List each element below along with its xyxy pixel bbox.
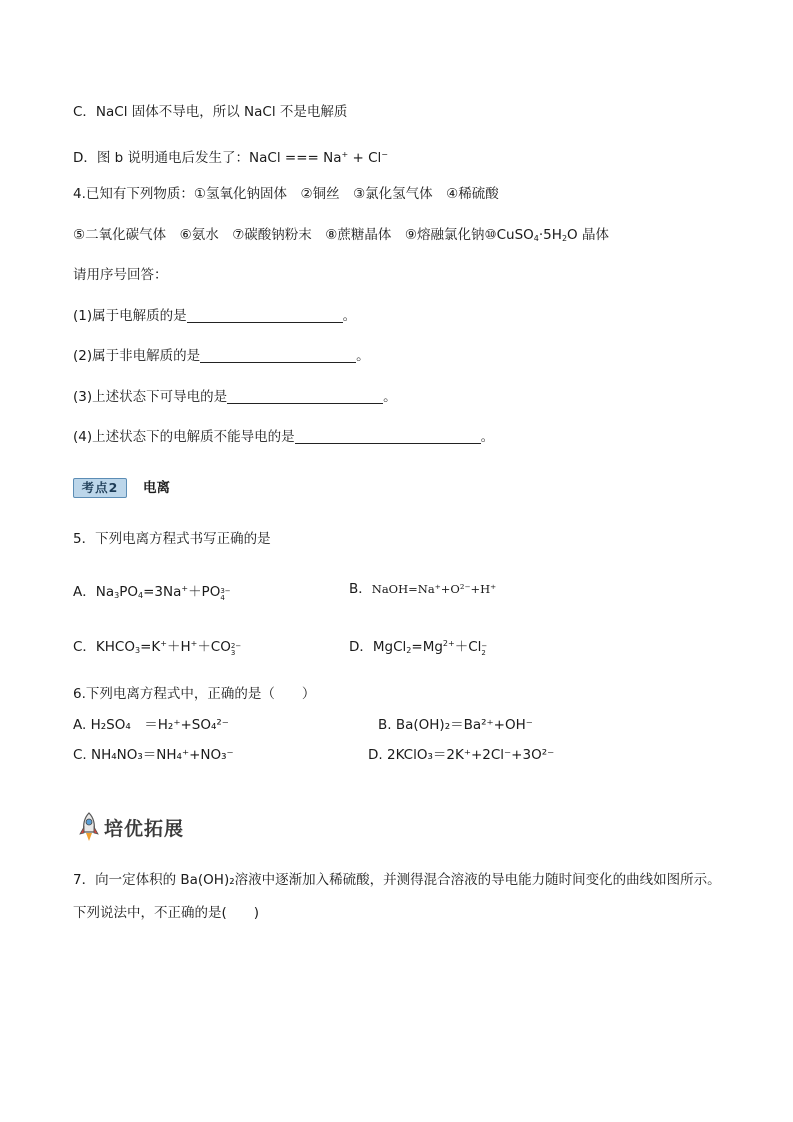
q5-d-stack-top: −	[481, 642, 488, 650]
q5-d-1: D．MgCl	[349, 639, 407, 655]
q5-c-stack-top: 2−	[230, 642, 242, 650]
q5-d-2: =Mg	[411, 639, 443, 655]
q4-list-2c: O 晶体	[567, 227, 609, 243]
q4-sub3-period: 。	[383, 389, 397, 405]
q5-d-sub2: 2	[406, 646, 412, 655]
q3-d-minus: −	[381, 150, 388, 159]
brand-title: 培优拓展	[104, 817, 185, 840]
q4-sub4-period: 。	[480, 429, 495, 445]
q5-c-stack	[231, 643, 241, 657]
q4-sub4-label: (4)上述状态下的电解质不能导电的是	[73, 429, 295, 445]
q5-d-3: ＋Cl	[454, 639, 482, 655]
q6-option-c: C. NH₄NO₃＝NH₄⁺+NO₃⁻	[73, 747, 234, 763]
q5-d-sup: 2+	[442, 639, 455, 648]
q6-option-b: B. Ba(OH)₂＝Ba²⁺+OH⁻	[378, 717, 533, 733]
q4-list-2a: ⑤二氧化碳气体 ⑥氨水 ⑦碳酸钠粉末 ⑧蔗糖晶体 ⑨熔融氯化钠⑩CuSO	[73, 227, 534, 243]
brand-header	[78, 812, 184, 842]
q6-option-d: D. 2KClO₃＝2K⁺+2Cl⁻+3O²⁻	[368, 747, 555, 763]
q5-a-stack-bot: 4	[220, 594, 225, 602]
q5-a-3: =3Na	[143, 584, 182, 600]
q5-d-stack	[481, 643, 487, 657]
q5-d-stack-bot: 2	[481, 649, 486, 657]
q4-sub1-label: (1)属于电解质的是	[73, 308, 187, 324]
q4-list-2-sub4: 4	[533, 234, 539, 243]
q5-a-2: PO	[119, 584, 138, 600]
q4-sub3	[73, 388, 397, 406]
q5-c-2: =K	[140, 639, 161, 655]
q5-c-sub3: 3	[134, 646, 141, 655]
q7-line-1: 7．向一定体积的 Ba(OH)₂溶液中逐渐加入稀硫酸，并测得混合溶液的导电能力随时间变化的曲线如图所示。	[73, 872, 721, 888]
q7-line-2: 下列说法中，不正确的是( )	[73, 905, 260, 921]
answer-blank-3[interactable]	[227, 389, 383, 404]
q5-c-stack-bot: 3	[230, 649, 236, 657]
q5-b-text: NaOH=Na⁺+O²⁻+H⁺	[371, 582, 497, 596]
q3-d-mid: + Cl	[348, 150, 382, 166]
q4-list-2-sub2: 2	[561, 234, 568, 243]
q5-stem: 5．下列电离方程式书写正确的是	[73, 531, 271, 547]
q5-c-4: ＋CO	[197, 639, 231, 655]
q4-sub1	[73, 307, 356, 325]
answer-blank-4[interactable]	[295, 429, 481, 444]
q5-option-c	[73, 635, 241, 660]
q5-a-1: A．Na	[73, 584, 115, 600]
q4-sub2-label: (2)属于非电解质的是	[73, 348, 201, 364]
q3-d-text: D．图 b 说明通电后发生了：NaCl === Na	[73, 150, 342, 166]
q4-sub2	[73, 347, 370, 365]
q5-a-4: ＋PO	[188, 584, 221, 600]
section-title: 电离	[143, 480, 170, 496]
q5-a-stack	[220, 588, 230, 602]
q5-a-sub4: 4	[137, 591, 144, 600]
q5-option-d	[349, 635, 487, 660]
q5-a-stack-top: 3−	[220, 587, 231, 595]
rocket-icon	[78, 812, 100, 842]
q5-c-plus1: +	[160, 639, 167, 648]
q3-option-d	[73, 146, 388, 167]
q4-stem: 4.已知有下列物质：①氢氧化钠固体 ②铜丝 ③氯化氢气体 ④稀硫酸	[73, 186, 499, 202]
q5-b-label: B．	[349, 581, 372, 597]
q4-list-2b: ·5H	[538, 227, 562, 243]
q6-option-a: A. H₂SO₄ ＝H₂⁺+SO₄²⁻	[73, 717, 229, 733]
q4-sub3-label: (3)上述状态下可导电的是	[73, 389, 228, 405]
q5-option-b	[349, 580, 496, 598]
q4-sub2-period: 。	[356, 348, 370, 364]
q4-prompt: 请用序号回答：	[73, 267, 168, 283]
q5-c-3: ＋H	[166, 639, 191, 655]
section-badge: 考点2	[73, 478, 127, 498]
q5-a-sub3: 3	[114, 591, 120, 600]
q5-option-a	[73, 580, 231, 605]
q3-d-plus: +	[341, 150, 349, 159]
q4-sub4	[73, 428, 494, 446]
q4-sub1-period: 。	[342, 308, 357, 324]
q5-c-plus2: +	[190, 639, 198, 648]
answer-blank-2[interactable]	[200, 348, 356, 363]
q4-list-2	[73, 226, 609, 248]
q5-a-plus: +	[181, 584, 189, 593]
q5-c-1: C．KHCO	[73, 639, 135, 655]
answer-blank-1[interactable]	[187, 308, 343, 323]
q3-option-c: C．NaCl 固体不导电，所以 NaCl 不是电解质	[73, 104, 348, 120]
q6-stem: 6.下列电离方程式中，正确的是（ ）	[73, 686, 316, 702]
